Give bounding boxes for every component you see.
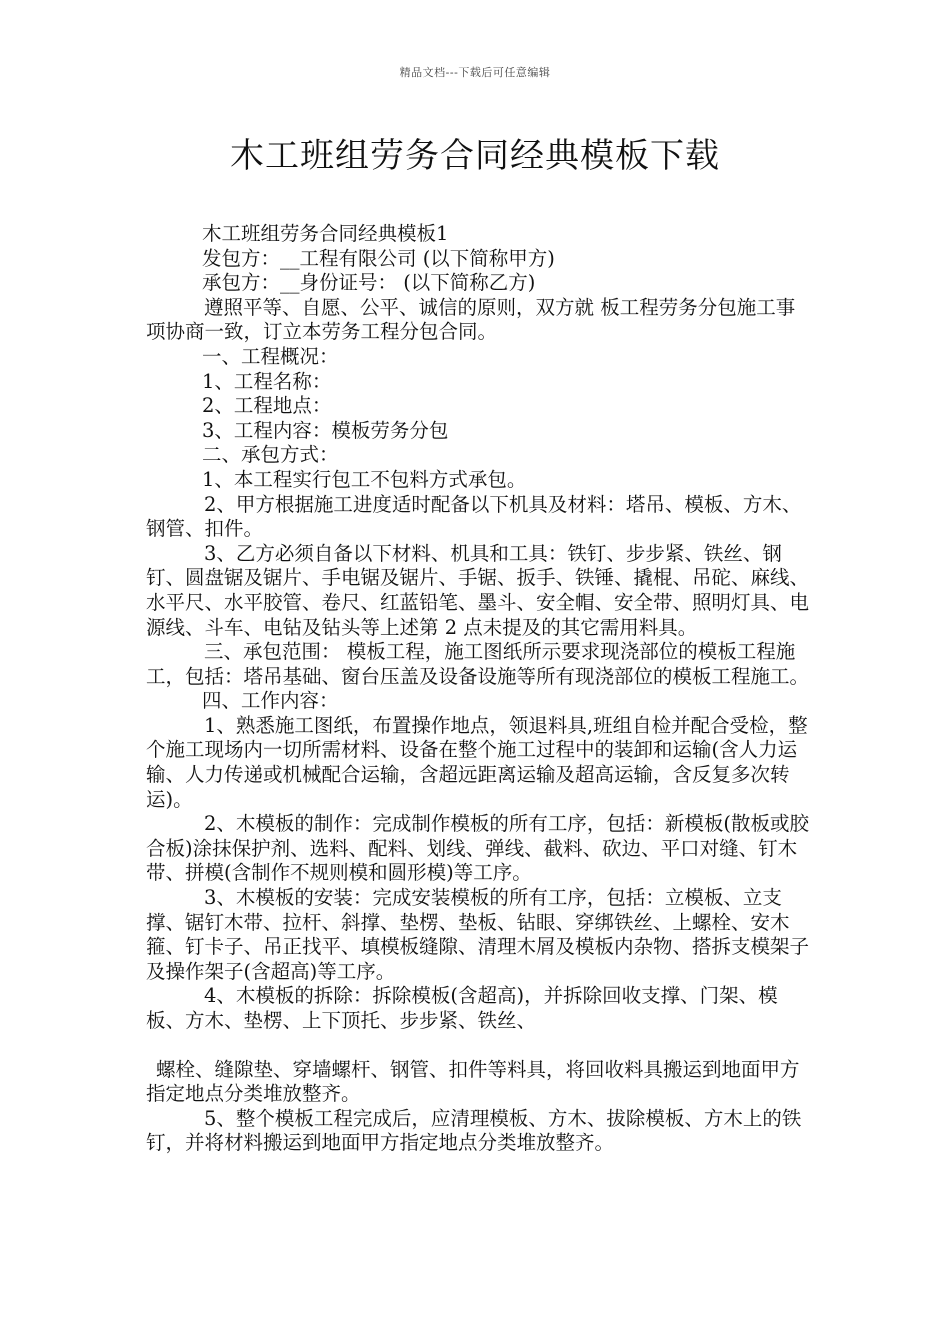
- paragraph-contractor: 承包方：__身份证号： (以下简称乙方): [202, 271, 536, 295]
- paragraph-work-content-5: 5、整个模板工程完成后，应清理模板、方木、拔除模板、方木上的铁钉，并将材料搬运到地面甲方指定地点分类堆放整齐。: [146, 1106, 802, 1155]
- paragraph-work-content-3: 3、木模板的安装：完成安装模板的所有工序，包括：立模板、立支撑、锯钉木带、拉杆、斜撑、垫楞、垫板、钻眼、穿绑铁丝、上螺栓、安木箍、钉卡子、吊正找平、填模板缝隙、清理木屑及模板内杂物、搭拆支模架子及操作架子(含超高)等工序。: [146, 886, 810, 983]
- paragraph-work-content-4: 4、木模板的拆除：拆除模板(含超高)，并拆除回收支撑、门架、模板、方木、垫楞、上下顶托、步步紧、铁丝、: [146, 984, 778, 1032]
- paragraph-project-name: 1、工程名称：: [202, 369, 332, 393]
- section-heading-1: 一、工程概况：: [202, 344, 339, 368]
- section-heading-3: 三、承包范围： 模板工程，施工图纸所示要求现浇部位的模板工程施工，包括：塔吊基础、窗台压盖及设备设施等所有现浇部位的模板工程施工。: [146, 640, 810, 688]
- paragraph-preamble: 遵照平等、自愿、公平、诚信的原则，双方就 板工程劳务分包施工事项协商一致，订立本劳务工程分包合同。: [146, 295, 796, 344]
- paragraph-work-content-4-continued: 螺栓、缝隙垫、穿墙螺杆、钢管、扣件等料具，将回收料具搬运到地面甲方指定地点分类堆放整齐。: [146, 1057, 800, 1106]
- paragraph-contract-method-2: 2、甲方根据施工进度适时配备以下机具及材料：塔吊、模板、方木、钢管、扣件。: [146, 492, 802, 541]
- header-note: 精品文档---下载后可任意编辑: [399, 66, 551, 79]
- document-title: 木工班组劳务合同经典模板下载: [230, 136, 720, 176]
- paragraph-work-content-1: 1、熟悉施工图纸，布置操作地点，领退料具,班组自检并配合受检，整个施工现场内一切所需材料、设备在整个施工过程中的装卸和运输(含人力运输、人力传递或机械配合运输，含超远距离运输及超高运输，含反复多次转运)。: [146, 713, 808, 811]
- paragraph-project-content: 3、工程内容：模板劳务分包: [202, 418, 449, 442]
- section-heading-2: 二、承包方式：: [202, 443, 339, 467]
- paragraph-project-location: 2、工程地点：: [202, 394, 332, 418]
- paragraph-contract-method-3: 3、乙方必须自备以下材料、机具和工具：铁钉、步步紧、铁丝、钢钉、圆盘锯及锯片、手电锯及锯片、手锯、扳手、铁锤、撬棍、吊砣、麻线、水平尺、水平胶管、卷尺、红蓝铅笔、墨斗、安全帽、安全带、照明灯具、电源线、斗车、电钻及钻头等上述第 2 点未提及的其它需用料具。: [146, 541, 810, 639]
- section-heading-4: 四、工作内容：: [202, 689, 339, 713]
- paragraph-work-content-2: 2、木模板的制作：完成制作模板的所有工序，包括：新模板(散板或胶合板)涂抹保护剂、选料、配料、划线、弹线、截料、砍边、平口对缝、钉木带、拼模(含制作不规则模和圆形模)等工序。: [146, 812, 810, 885]
- paragraph-contract-method-1: 1、本工程实行包工不包料方式承包。: [202, 467, 527, 491]
- paragraph-employer: 发包方：__工程有限公司 (以下简称甲方): [202, 246, 555, 270]
- paragraph-subtitle: 木工班组劳务合同经典模板1: [202, 222, 449, 245]
- document-body: [146, 222, 814, 1156]
